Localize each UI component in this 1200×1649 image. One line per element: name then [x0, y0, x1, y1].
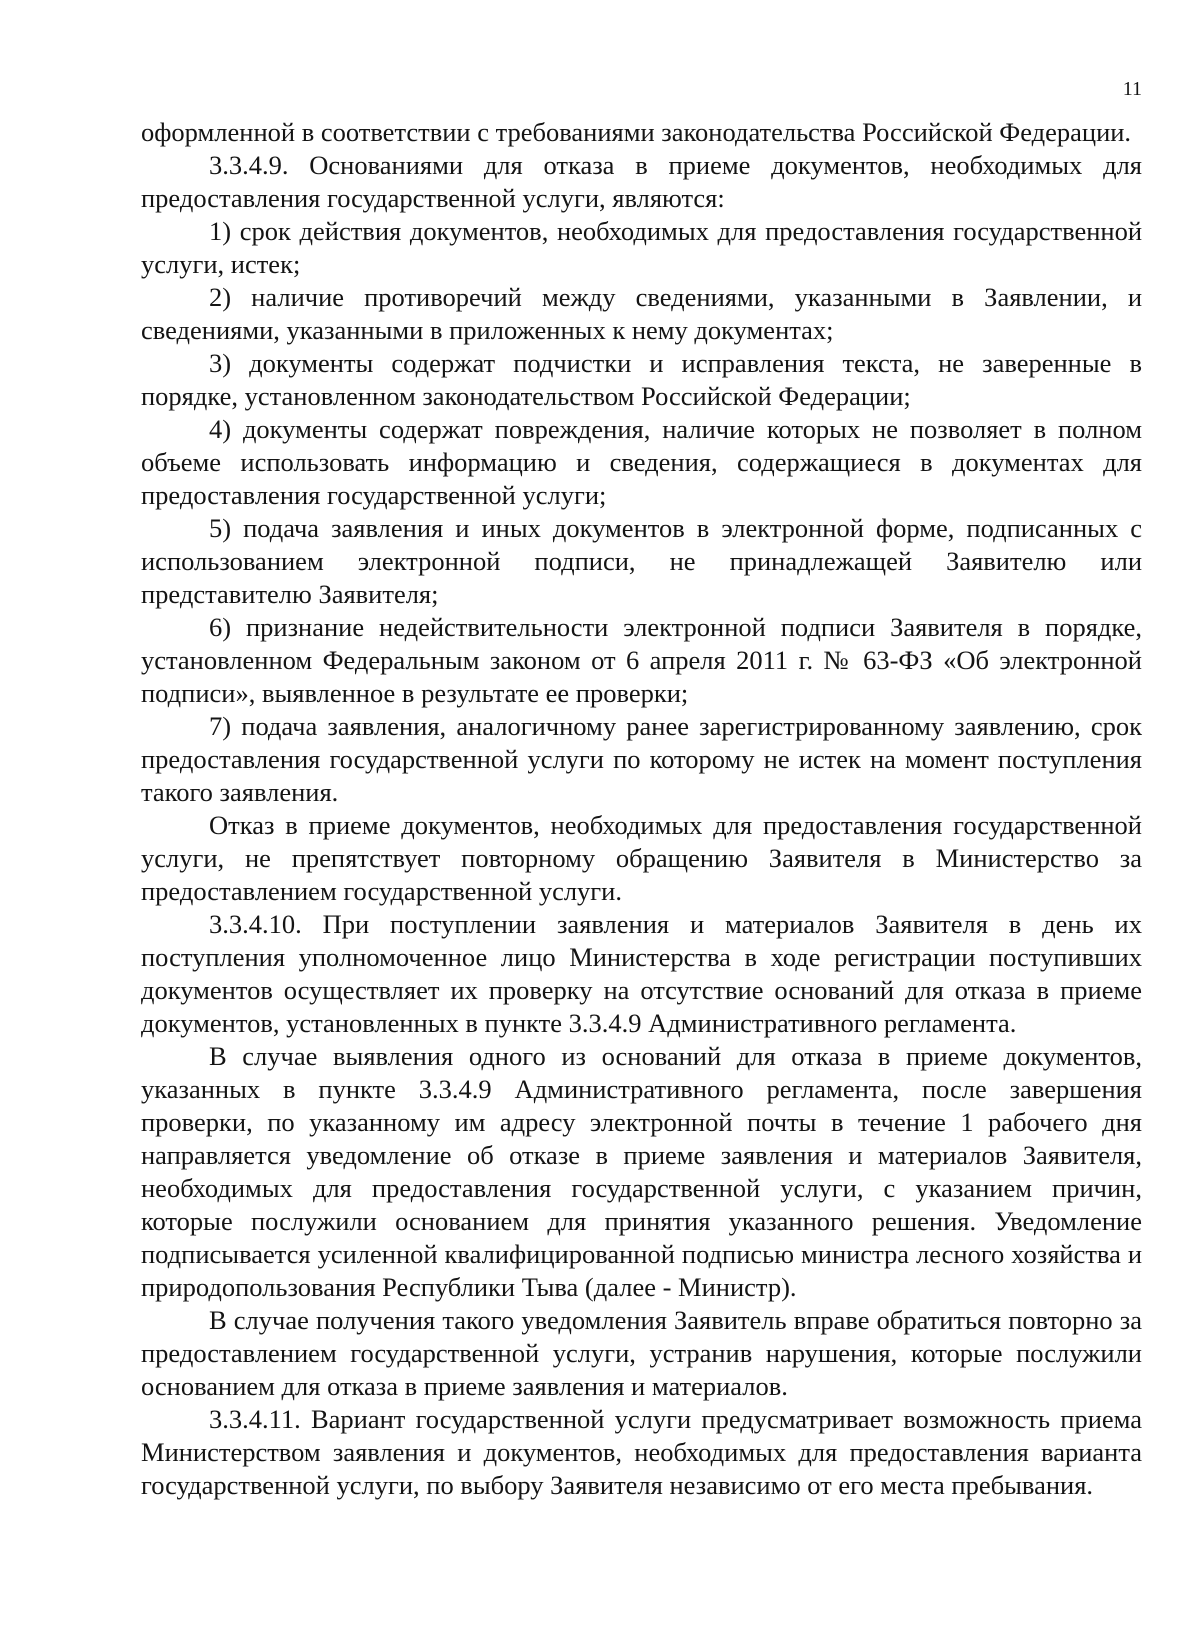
list-item-2: 2) наличие противоречий между сведениями, указанными в Заявлении, и сведениями, указанными в приложенных к нему документах; [141, 282, 1142, 345]
list-item-5: 5) подача заявления и иных документов в электронной форме, подписанных с использованием электронной подписи, не принадлежащей Заявителю или представителю Заявителя; [141, 513, 1142, 609]
paragraph-repeat-request: В случае получения такого уведомления Заявитель вправе обратиться повторно за предоставлением государственной услуги, устранив нарушения, которые послужили основанием для отказа в приеме заявления и материалов. [141, 1305, 1142, 1401]
list-item-6: 6) признание недействительности электронной подписи Заявителя в порядке, установленном Федеральным законом от 6 апреля 2011 г. № 63-ФЗ «Об электронной подписи», выявленное в результате ее проверки; [141, 612, 1142, 708]
paragraph-3-3-4-10: 3.3.4.10. При поступлении заявления и материалов Заявителя в день их поступления уполномоченное лицо Министерства в ходе регистрации поступивших документов осуществляет их проверку на отсутствие оснований для отказа в приеме документов, установленных в пункте 3.3.4.9 Административного регламента. [141, 909, 1142, 1038]
paragraph-refusal-procedure: В случае выявления одного из оснований для отказа в приеме документов, указанных в пункте 3.3.4.9 Административного регламента, после завершения проверки, по указанному им адресу электронной почты в течение 1 рабочего дня направляется уведомление об отказе в приеме заявления и материалов Заявителя, необходимых для предоставления государственной услуги, с указанием причин, которые послужили основанием для принятия указанного решения. Уведомление подписывается усиленной квалифицированной подписью министра лесного хозяйства и природопользования Республики Тыва (далее - Министр). [141, 1041, 1142, 1302]
paragraph-refusal-note: Отказ в приеме документов, необходимых для предоставления государственной услуги, не препятствует повторному обращению Заявителя в Министерство за предоставлением государственной услуги. [141, 810, 1142, 906]
page-number: 11 [1122, 78, 1142, 100]
list-item-7: 7) подача заявления, аналогичному ранее зарегистрированному заявлению, срок предоставления государственной услуги по которому не истек на момент поступления такого заявления. [141, 711, 1142, 807]
document-body [141, 116, 1142, 1502]
paragraph-3-3-4-11: 3.3.4.11. Вариант государственной услуги предусматривает возможность приема Министерством заявления и документов, необходимых для предоставления варианта государственной услуги, по выбору Заявителя независимо от его места пребывания. [141, 1404, 1142, 1500]
paragraph-3-3-4-9: 3.3.4.9. Основаниями для отказа в приеме документов, необходимых для предоставления государственной услуги, являются: [141, 150, 1142, 213]
paragraph-continuation: оформленной в соответствии с требованиями законодательства Российской Федерации. [141, 117, 1132, 147]
list-item-4: 4) документы содержат повреждения, наличие которых не позволяет в полном объеме использовать информацию и сведения, содержащиеся в документах для предоставления государственной услуги; [141, 414, 1142, 510]
list-item-3: 3) документы содержат подчистки и исправления текста, не заверенные в порядке, установленном законодательством Российской Федерации; [141, 348, 1142, 411]
list-item-1: 1) срок действия документов, необходимых для предоставления государственной услуги, истек; [141, 216, 1142, 279]
